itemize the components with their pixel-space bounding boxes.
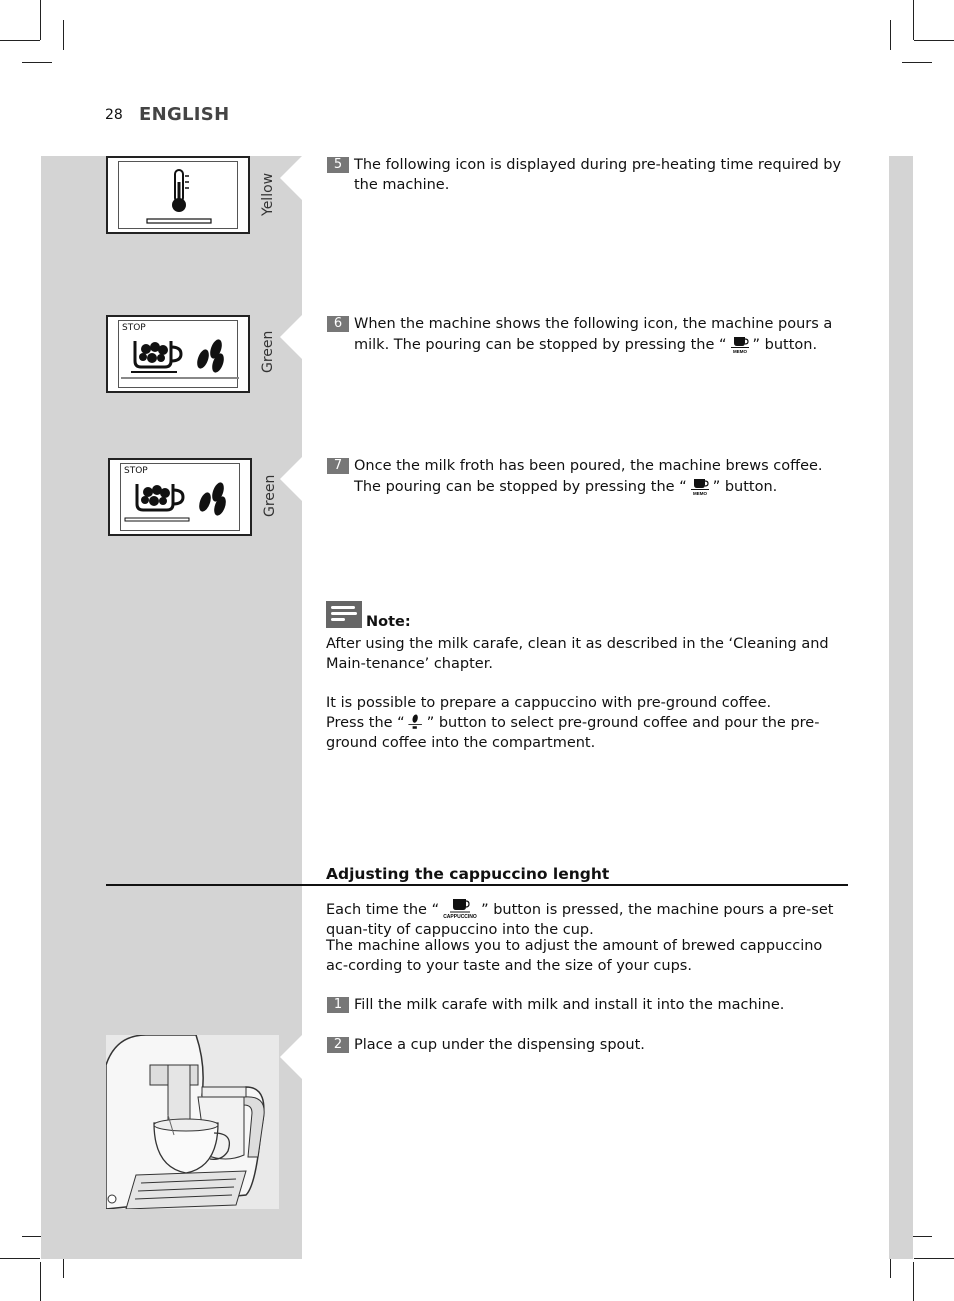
- section-paragraph-1: Each time the “ CAPPUCCINO ” button is pressed, the machine pours a pre-set quan-tity of cappuccino into the cup.: [326, 897, 848, 940]
- crop-mark: [40, 1262, 41, 1301]
- machine-illustration: [106, 1035, 279, 1209]
- section-rule: [106, 884, 848, 886]
- note-pre-ground-instruction: Press the “ ” button to select pre-ground coffee and pour the pre-ground coffee into the compartment.: [326, 712, 848, 753]
- memo-button-icon: [727, 334, 753, 354]
- crop-mark: [22, 62, 52, 63]
- step-6: [327, 314, 847, 354]
- crop-mark: [902, 62, 932, 63]
- cappuccino-button-icon: [439, 897, 481, 919]
- machine-display-preheat: [106, 156, 250, 234]
- section-heading: Adjusting the cappuccino lenght: [326, 865, 610, 883]
- display-color-label: Yellow: [260, 172, 276, 216]
- display-color-label: Green: [262, 474, 278, 517]
- step-text: Place a cup under the dispensing spout.: [354, 1037, 645, 1053]
- stop-label: STOP: [122, 323, 146, 333]
- memo-button-icon: [687, 476, 713, 496]
- machine-display-milk: [106, 315, 250, 393]
- note-icon: [326, 601, 362, 628]
- section-paragraph-2: The machine allows you to adjust the amount of brewed cappuccino ac-cording to your taste and the size of your cups.: [326, 938, 823, 974]
- step-5: [327, 155, 847, 193]
- display-color-label: Green: [260, 330, 276, 373]
- note-text: After using the milk carafe, clean it as described in the ‘Cleaning and Main-tenance’ chapter.: [326, 636, 829, 672]
- step-1: [327, 995, 847, 1015]
- milk-cup-beans-icon: [119, 321, 241, 389]
- step-number: 1: [327, 997, 349, 1013]
- svg-text:MEMO: MEMO: [692, 491, 707, 496]
- coffee-machine-with-cup-image: [106, 1035, 279, 1209]
- crop-mark: [913, 0, 914, 40]
- crop-mark: [63, 20, 64, 50]
- page-number: 28: [105, 107, 123, 123]
- step-text: Once the milk froth has been poured, the machine brews coffee. The pouring can be stopped by pressing the “ MEMO ” button.: [354, 458, 823, 496]
- step-7: [327, 456, 847, 496]
- stop-label: STOP: [124, 466, 148, 476]
- machine-display-coffee: [108, 458, 252, 536]
- milk-cup-beans-icon: [121, 464, 243, 532]
- crop-mark: [0, 1258, 40, 1259]
- crop-mark: [914, 1258, 954, 1259]
- crop-mark: [0, 40, 40, 41]
- svg-text:CAPPUCCINO: CAPPUCCINO: [443, 914, 477, 919]
- step-2: [327, 1035, 847, 1055]
- note-pre-ground-text: It is possible to prepare a cappuccino with pre-ground coffee.: [326, 695, 772, 711]
- thermometer-icon: [119, 162, 241, 230]
- step-text: The following icon is displayed during pre-heating time required by the machine.: [354, 157, 842, 193]
- step-number: 5: [327, 157, 349, 173]
- crop-mark: [913, 1262, 914, 1301]
- crop-mark: [40, 0, 41, 40]
- pre-ground-button-icon: [405, 712, 427, 732]
- crop-mark: [914, 40, 954, 41]
- language-title: ENGLISH: [139, 104, 230, 125]
- step-text: When the machine shows the following icon, the machine pours a milk. The pouring can be stopped by pressing the “ MEMO ” button.: [354, 316, 833, 354]
- step-number: 2: [327, 1037, 349, 1053]
- note-label: Note:: [366, 614, 411, 630]
- step-text: Fill the milk carafe with milk and install it into the machine.: [354, 997, 785, 1013]
- margin-strip: [889, 156, 913, 1259]
- step-number: 6: [327, 316, 349, 332]
- crop-mark: [890, 20, 891, 50]
- step-number: 7: [327, 458, 349, 474]
- svg-text:MEMO: MEMO: [732, 349, 747, 354]
